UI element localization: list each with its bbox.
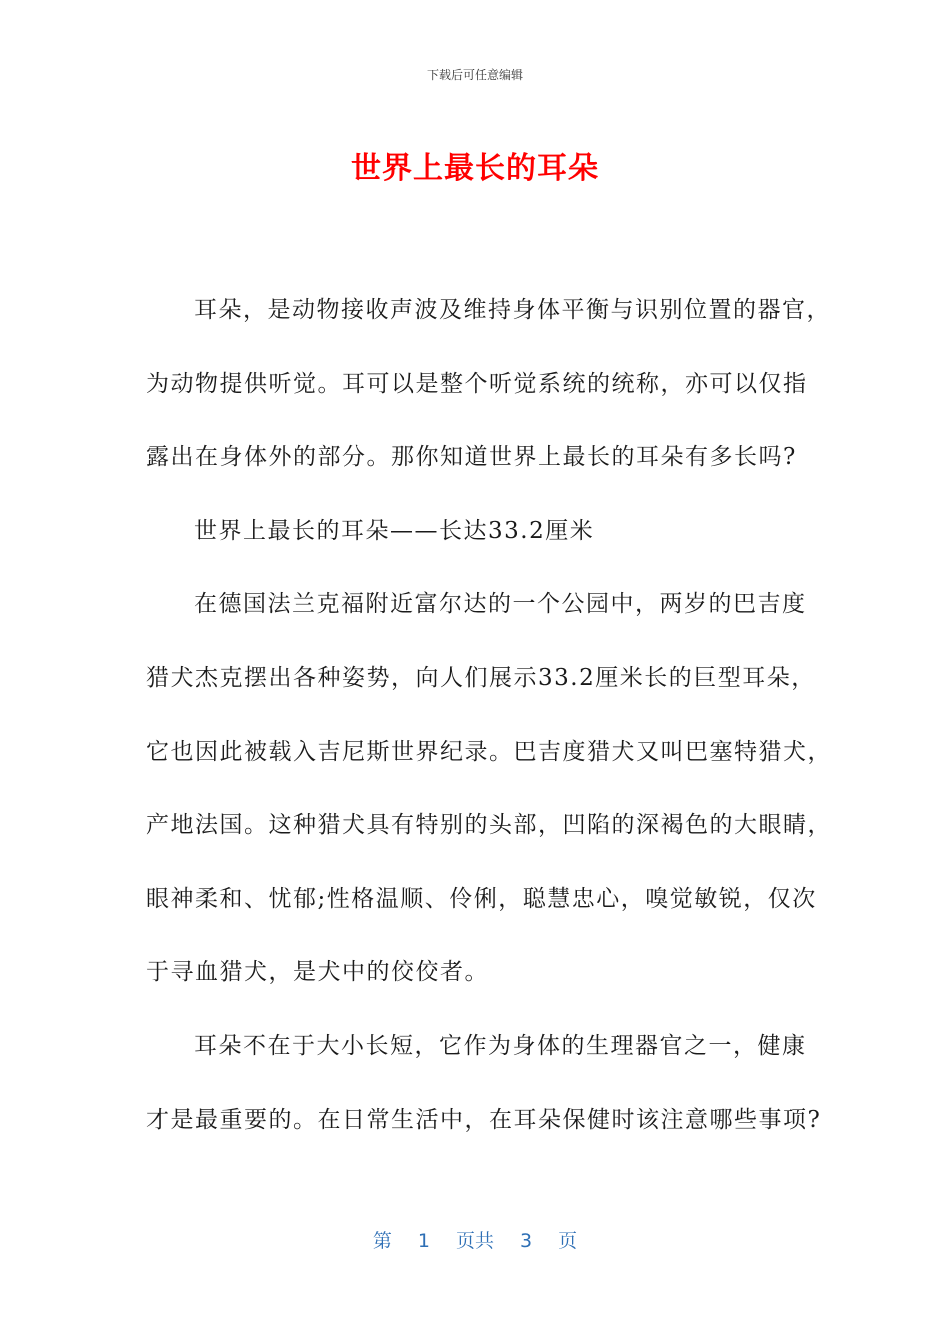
paragraph-subheading	[146, 495, 806, 569]
text-line: 才是最重要的。在日常生活中，在耳朵保健时该注意哪些事项?	[146, 1106, 822, 1133]
text-line: 它也因此被载入吉尼斯世界纪录。巴吉度猎犬又叫巴塞特猎犬，	[146, 738, 832, 765]
paragraph-intro	[146, 274, 831, 495]
paragraph-ear-health	[146, 1010, 822, 1157]
text-line: 眼神柔和、忧郁;性格温顺、伶俐，聪慧忠心，嗅觉敏锐，仅次	[146, 885, 817, 912]
text-line: 耳朵不在于大小长短，它作为身体的生理器官之一，健康	[194, 1032, 807, 1059]
text-line: 产地法国。这种猎犬具有特别的头部，凹陷的深褐色的大眼睛，	[146, 812, 832, 839]
text-line: 在德国法兰克福附近富尔达的一个公园中，两岁的巴吉度	[194, 591, 807, 618]
text-line: 露出在身体外的部分。那你知道世界上最长的耳朵有多长吗?	[146, 444, 797, 471]
text-line: 世界上最长的耳朵——长达33.2厘米	[194, 517, 595, 544]
page-header-note: 下载后可任意编辑	[426, 68, 523, 82]
page-number: 第 1 页共 3 页	[372, 1230, 578, 1252]
paragraph-basset-hound	[146, 568, 832, 1010]
document-body	[146, 274, 832, 1157]
text-line: 为动物提供听觉。耳可以是整个听觉系统的统称，亦可以仅指	[146, 370, 808, 397]
text-line: 于寻血猎犬，是犬中的佼佼者。	[146, 959, 489, 986]
document-title: 世界上最长的耳朵	[351, 151, 599, 186]
text-line: 耳朵，是动物接收声波及维持身体平衡与识别位置的器官，	[194, 297, 831, 323]
text-line: 猎犬杰克摆出各种姿势，向人们展示33.2厘米长的巨型耳朵，	[146, 664, 816, 691]
